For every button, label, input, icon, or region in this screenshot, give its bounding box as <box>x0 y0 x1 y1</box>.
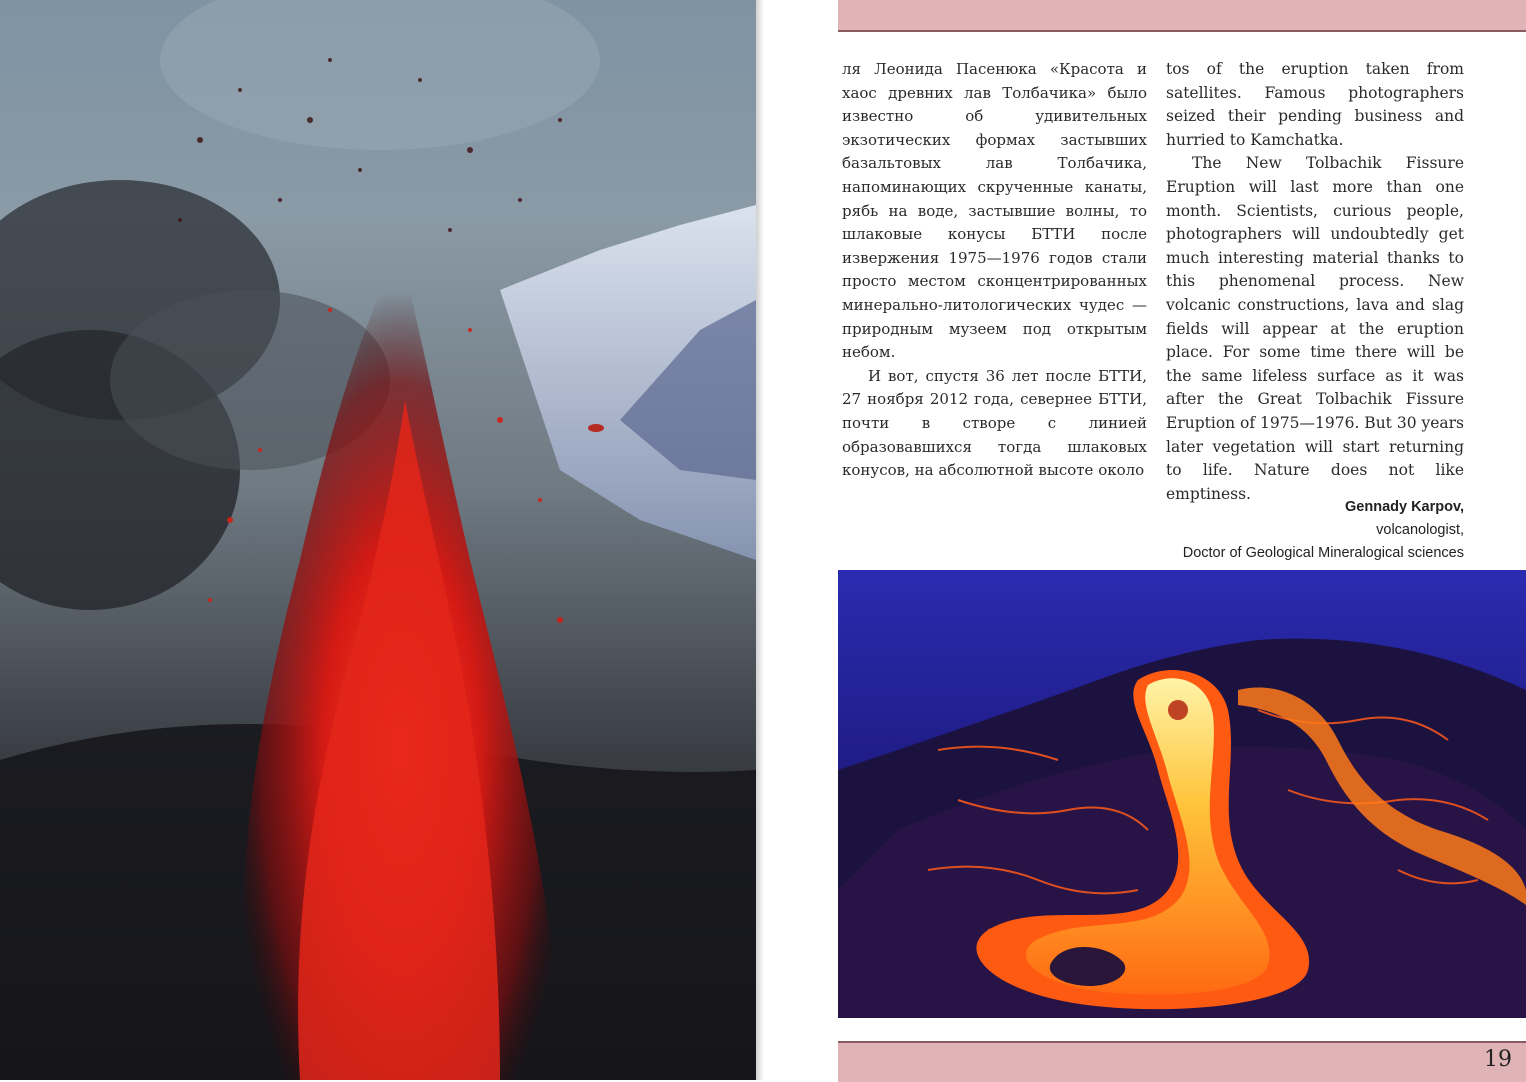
author-signature <box>1183 496 1464 565</box>
author-degree: Doctor of Geological Mineralogical sciences <box>1182 545 1464 561</box>
english-text-column <box>1166 58 1465 503</box>
lava-flow-photo <box>838 570 1526 1018</box>
author-name: Gennady Karpov, <box>1345 499 1464 515</box>
eruption-photo-art <box>0 0 756 1080</box>
eruption-photo <box>0 0 756 1080</box>
page-number: 19 <box>1484 1047 1512 1072</box>
author-role: volcanologist, <box>1376 522 1464 538</box>
russian-paragraph: И вот, спустя 36 лет после БТТИ, 27 ноября 2012 года, севернее БТТИ, почти в створе с линией образовавшихся тогда шлаковых конусов, на абсолютной высоте около <box>842 366 1147 480</box>
english-paragraph: tos of the eruption taken from satellites. Famous photographers seized their pending business and hurried to Kamchatka. <box>1166 60 1464 149</box>
page-gutter <box>756 0 764 1080</box>
russian-text-column <box>842 58 1147 498</box>
header-band <box>838 0 1526 32</box>
english-paragraph: The New Tolbachik Fissure Eruption will last more than one month. Scientists, curious people, photographers will undoubtedly get much interesting material thanks to this phenomenal process. New volcanic constructions, lava and slag fields will appear at the eruption place. For some time there will be the same lifeless surface as it was after the Great Tolbachik Fissure Eruption of 1975—1976. But 30 years later vegetation will start returning to life. Nature does not like emptiness. <box>1166 154 1465 503</box>
russian-paragraph: ля Леонида Пасенюка «Красота и хаос древних лав Толбачика» было известно об удивительных экзотических формах застывших базальтовых лав Толбачика, напоминающих скрученные канаты, рябь на воде, застывшие волны, то шлаковые конусы БТТИ после извержения 1975—1976 годов стали просто местом сконцентрированных минерально-литологических чудес — природным музеем под открытым небом. <box>842 60 1147 362</box>
footer-band <box>838 1041 1526 1082</box>
lava-flow-photo-art <box>838 570 1526 1018</box>
